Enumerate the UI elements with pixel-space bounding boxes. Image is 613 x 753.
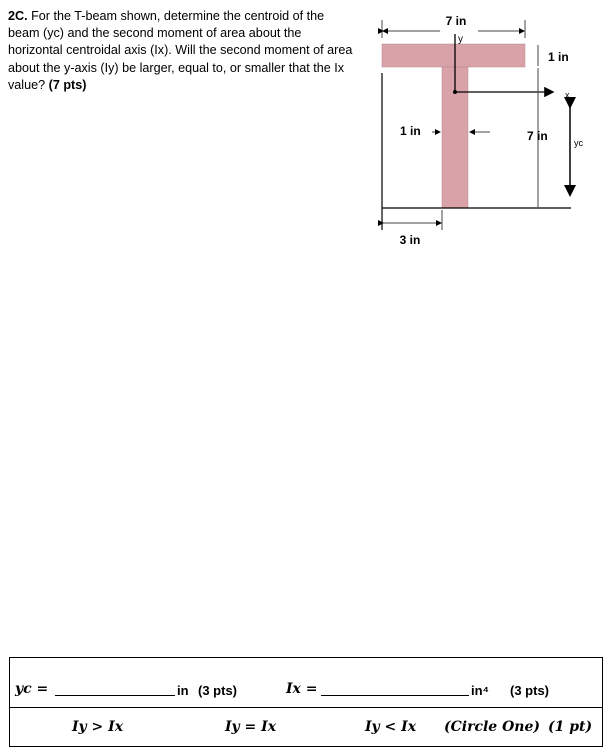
question-body: For the T-beam shown, determine the centroid of the beam (yc) and the second moment of area about the horizontal centroidal axis (Ix). Will the second moment of area about the y-axis (Iy) be larger, equal to, or smaller that the Ix value? — [8, 9, 353, 92]
circle-row — [10, 707, 602, 746]
yc-label: yc — [574, 138, 583, 148]
flange-width-label: 7 in — [445, 14, 467, 28]
ix-answer-field[interactable] — [321, 695, 469, 696]
answer-table — [9, 657, 603, 747]
circle-points: (1 pt) — [548, 719, 593, 735]
flange-thickness-label: 1 in — [548, 50, 569, 64]
option-less[interactable]: Iy < Ix — [365, 719, 417, 735]
x-axis-label: x — [565, 90, 570, 100]
yc-label: yc = — [15, 681, 49, 697]
ix-label: Ix = — [286, 681, 318, 697]
y-axis-label: y — [458, 34, 463, 45]
question-points: (7 pts) — [48, 77, 87, 92]
web-width-label: 1 in — [400, 124, 421, 138]
option-equal[interactable]: Iy = Ix — [225, 719, 277, 735]
yc-unit: in — [177, 683, 189, 698]
flange — [382, 44, 525, 67]
yc-points: (3 pts) — [198, 683, 237, 698]
web-height-label: 7 in — [527, 129, 548, 143]
yc-answer-field[interactable] — [55, 695, 175, 696]
ix-points: (3 pts) — [510, 683, 549, 698]
question-number: 2C. — [8, 9, 28, 23]
option-greater[interactable]: Iy > Ix — [72, 719, 124, 735]
answer-row — [10, 658, 602, 708]
ix-unit: in⁴ — [471, 683, 489, 698]
offset-label: 3 in — [399, 233, 421, 247]
circle-note: (Circle One) — [444, 719, 540, 735]
